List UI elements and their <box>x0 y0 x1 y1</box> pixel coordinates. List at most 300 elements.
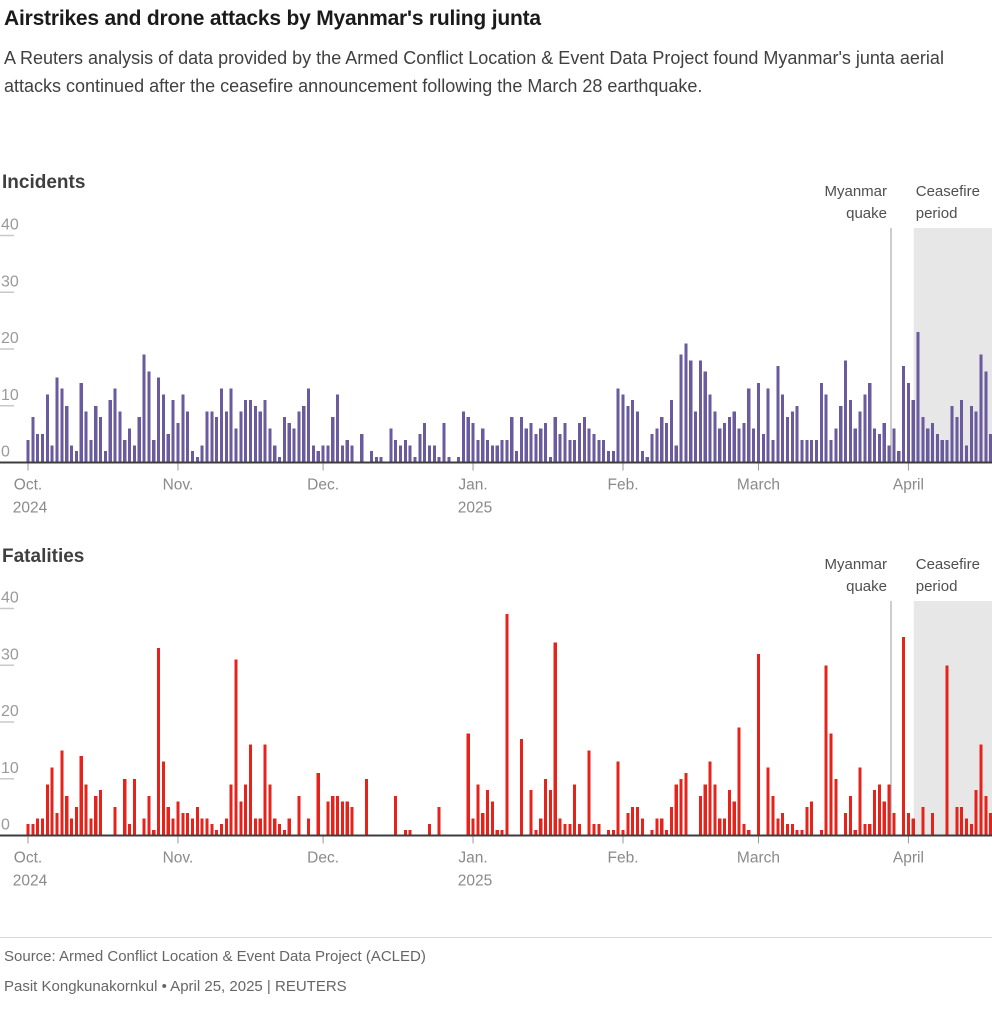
bar <box>399 445 402 462</box>
bar <box>278 824 281 835</box>
ceasefire-annotation-label: Ceasefire <box>915 183 980 200</box>
bar <box>844 813 847 836</box>
bar <box>544 423 547 463</box>
bar <box>631 807 634 835</box>
bar <box>863 824 866 835</box>
bar <box>501 440 504 463</box>
bar <box>476 784 479 835</box>
bar <box>322 445 325 462</box>
bar <box>481 428 484 462</box>
bar <box>263 745 266 836</box>
y-tick-label: 40 <box>1 216 19 234</box>
x-tick-label: Jan. <box>458 476 488 494</box>
bar <box>946 665 949 835</box>
bar <box>602 440 605 463</box>
bar <box>307 818 310 835</box>
bar <box>767 767 770 835</box>
bar <box>467 733 470 835</box>
bar <box>259 818 262 835</box>
bar <box>85 784 88 835</box>
bar <box>578 423 581 463</box>
bar <box>786 417 789 462</box>
bar <box>680 355 683 463</box>
fatalities-bar-chart <box>0 543 992 895</box>
bar <box>486 790 489 835</box>
bar <box>984 796 987 836</box>
bar <box>863 394 866 462</box>
bar <box>60 389 63 463</box>
bar <box>94 406 97 463</box>
bar <box>210 824 213 835</box>
bar <box>143 355 146 463</box>
x-tick-label: Oct. <box>13 476 43 494</box>
bar <box>205 818 208 835</box>
bar <box>80 756 83 835</box>
bar <box>114 807 117 835</box>
bar <box>844 360 847 462</box>
bar <box>288 818 291 835</box>
bar <box>99 790 102 835</box>
bar <box>89 440 92 463</box>
quake-annotation-label: Myanmar <box>824 183 888 200</box>
bar <box>234 660 237 836</box>
bar <box>520 739 523 835</box>
bar <box>892 813 895 836</box>
bar <box>675 445 678 462</box>
bar <box>331 796 334 836</box>
bar <box>176 801 179 835</box>
x-tick-label: Oct. <box>13 849 43 867</box>
bar <box>167 807 170 835</box>
y-tick-label: 0 <box>1 443 10 461</box>
bar <box>152 440 155 463</box>
bar <box>776 818 779 835</box>
bar <box>859 411 862 462</box>
ceasefire-annotation-label: period <box>915 205 958 222</box>
bar <box>128 428 131 462</box>
bar <box>573 440 576 463</box>
bar <box>757 654 760 836</box>
source-note: Source: Armed Conflict Location & Event Data Project (ACLED) <box>4 948 426 965</box>
bar <box>738 728 741 836</box>
quake-annotation-label: quake <box>846 205 888 222</box>
bar <box>249 400 252 462</box>
bar <box>428 824 431 835</box>
bar <box>65 796 68 836</box>
bar <box>191 818 194 835</box>
bar <box>946 440 949 463</box>
bar <box>829 733 832 835</box>
page-subtitle: A Reuters analysis of data provided by the Armed Conflict Location & Event Data Project found Myanmar's junta aerial attacks continued after the ceasefire announcement following the March 28 earthquake. <box>4 48 944 97</box>
bar <box>650 434 653 462</box>
bar <box>520 417 523 462</box>
bar <box>568 824 571 835</box>
incidents-bar-chart <box>0 170 992 522</box>
bar <box>902 366 905 462</box>
bar <box>147 796 150 836</box>
bar <box>675 784 678 835</box>
bar <box>549 790 552 835</box>
bar <box>791 411 794 462</box>
bar <box>960 807 963 835</box>
y-tick-label: 10 <box>1 386 19 404</box>
bar <box>834 428 837 462</box>
bar <box>162 762 165 836</box>
bar <box>559 434 562 462</box>
bar <box>588 750 591 835</box>
bar <box>312 445 315 462</box>
bar <box>733 411 736 462</box>
bar <box>917 332 920 463</box>
bar <box>655 428 658 462</box>
bar <box>510 417 513 462</box>
bar <box>46 394 49 462</box>
bar <box>326 445 329 462</box>
bar <box>65 406 68 463</box>
bar <box>592 434 595 462</box>
bar <box>854 428 857 462</box>
bar <box>60 750 63 835</box>
bar <box>326 801 329 835</box>
bar <box>515 451 518 462</box>
x-tick-label: Dec. <box>307 849 340 867</box>
bar <box>244 400 247 462</box>
bar <box>829 440 832 463</box>
bar <box>109 400 112 462</box>
bar <box>563 824 566 835</box>
bar <box>733 801 736 835</box>
bar <box>984 372 987 463</box>
bar <box>530 790 533 835</box>
incidents-chart-title: Incidents <box>2 172 86 193</box>
page-title: Airstrikes and drone attacks by Myanmar's ruling junta <box>4 7 541 30</box>
x-tick-year-label: 2025 <box>457 872 493 890</box>
bar <box>781 813 784 836</box>
bar <box>114 389 117 463</box>
bar <box>351 807 354 835</box>
x-tick-label: Feb. <box>607 849 639 867</box>
bar <box>752 428 755 462</box>
bar <box>684 773 687 835</box>
bar <box>297 796 300 836</box>
bar <box>239 411 242 462</box>
bar <box>941 440 944 463</box>
bar <box>283 417 286 462</box>
bar <box>612 451 615 462</box>
bar <box>641 451 644 462</box>
bar <box>181 394 184 462</box>
bar <box>254 406 257 463</box>
x-tick-label: April <box>892 849 924 867</box>
bar <box>302 406 305 463</box>
bar <box>970 824 973 835</box>
bar <box>273 818 276 835</box>
bar <box>351 445 354 462</box>
bar <box>791 824 794 835</box>
bar <box>786 824 789 835</box>
bar <box>950 406 953 463</box>
bar <box>259 411 262 462</box>
bar <box>46 784 49 835</box>
bar <box>486 440 489 463</box>
bar <box>75 807 78 835</box>
bar <box>626 406 629 463</box>
bar <box>404 440 407 463</box>
bar <box>738 428 741 462</box>
bar <box>55 813 58 836</box>
bar <box>394 440 397 463</box>
bar <box>346 440 349 463</box>
bar <box>626 813 629 836</box>
bar <box>51 445 54 462</box>
bar <box>157 648 160 835</box>
bar <box>578 824 581 835</box>
annotations <box>824 183 979 222</box>
x-tick-label: April <box>892 476 924 494</box>
bar <box>767 389 770 463</box>
bar <box>704 784 707 835</box>
bar <box>907 383 910 462</box>
bar <box>636 807 639 835</box>
bar <box>757 383 760 462</box>
bar <box>365 779 368 836</box>
bar <box>868 824 871 835</box>
bar <box>694 411 697 462</box>
x-tick-label: March <box>736 476 781 494</box>
bar <box>883 801 886 835</box>
bar <box>742 423 745 463</box>
bar <box>423 423 426 463</box>
bar <box>472 423 475 463</box>
bar <box>805 807 808 835</box>
bar <box>394 796 397 836</box>
bar <box>438 807 441 835</box>
y-tick-label: 20 <box>1 330 19 347</box>
bar <box>268 428 271 462</box>
bar <box>491 445 494 462</box>
bar <box>699 796 702 836</box>
bar <box>723 818 726 835</box>
bar <box>800 440 803 463</box>
bar <box>133 779 136 836</box>
bar <box>859 767 862 835</box>
x-tick-label: Jan. <box>458 849 488 867</box>
bar <box>157 377 160 462</box>
bar <box>888 784 891 835</box>
y-axis <box>0 590 19 834</box>
bar <box>873 790 876 835</box>
y-tick-label: 10 <box>1 759 19 777</box>
bar <box>263 400 266 462</box>
bar <box>31 417 34 462</box>
bar <box>960 400 963 462</box>
bar <box>75 451 78 462</box>
bar <box>723 423 726 463</box>
bar <box>684 343 687 462</box>
bar <box>849 796 852 836</box>
bar <box>525 428 528 462</box>
bar <box>825 665 828 835</box>
bar <box>167 434 170 462</box>
bar <box>641 818 644 835</box>
fatalities-chart-title: Fatalities <box>2 546 85 567</box>
bar <box>186 411 189 462</box>
bar <box>317 451 320 462</box>
bar <box>225 818 228 835</box>
bar <box>162 394 165 462</box>
bar <box>747 389 750 463</box>
bar <box>31 824 34 835</box>
y-axis <box>0 217 19 461</box>
bar <box>825 394 828 462</box>
bar <box>55 377 58 462</box>
bar <box>467 417 470 462</box>
bar <box>418 434 421 462</box>
bar <box>433 445 436 462</box>
bar <box>360 434 363 462</box>
bar <box>118 411 121 462</box>
bar <box>336 796 339 836</box>
bar <box>776 366 779 462</box>
bar <box>660 818 663 835</box>
bars-group <box>26 332 992 463</box>
bar <box>307 389 310 463</box>
bar <box>273 445 276 462</box>
bar <box>902 637 905 836</box>
byline: Pasit Kongkunakornkul • April 25, 2025 | REUTERS <box>4 978 347 995</box>
bar <box>878 784 881 835</box>
bar <box>196 807 199 835</box>
bar <box>341 445 344 462</box>
bar <box>709 394 712 462</box>
bar <box>481 813 484 836</box>
bar <box>544 779 547 836</box>
bar <box>51 767 54 835</box>
bar <box>462 411 465 462</box>
bar <box>597 824 600 835</box>
bar <box>607 451 610 462</box>
bar <box>762 434 765 462</box>
bar <box>539 428 542 462</box>
bar <box>907 813 910 836</box>
bar <box>389 428 392 462</box>
bar <box>781 394 784 462</box>
bar <box>796 406 799 463</box>
bar <box>805 440 808 463</box>
bar <box>254 818 257 835</box>
bar <box>670 400 673 462</box>
bar <box>428 445 431 462</box>
bar <box>89 818 92 835</box>
bar <box>820 383 823 462</box>
bar <box>143 818 146 835</box>
bar <box>172 818 175 835</box>
bar <box>239 801 242 835</box>
bar <box>476 440 479 463</box>
bar <box>559 818 562 835</box>
bar <box>771 796 774 836</box>
bar <box>317 773 320 835</box>
bar <box>699 360 702 462</box>
bar <box>534 434 537 462</box>
bar <box>815 440 818 463</box>
bar <box>704 372 707 463</box>
bar <box>249 745 252 836</box>
bar <box>201 445 204 462</box>
bar <box>530 423 533 463</box>
bar <box>713 784 716 835</box>
bar <box>975 411 978 462</box>
y-tick-label: 20 <box>1 703 19 720</box>
bar <box>331 417 334 462</box>
bar <box>230 389 233 463</box>
y-tick-label: 30 <box>1 273 19 291</box>
bar <box>810 440 813 463</box>
bar <box>99 417 102 462</box>
bar <box>975 790 978 835</box>
y-tick-label: 40 <box>1 589 19 607</box>
bar <box>128 824 131 835</box>
footer-divider <box>0 937 992 938</box>
bar <box>41 434 44 462</box>
bar <box>409 445 412 462</box>
bar <box>268 784 271 835</box>
bar <box>713 411 716 462</box>
bar <box>26 824 29 835</box>
x-tick-label: March <box>736 849 781 867</box>
bar <box>921 807 924 835</box>
bar <box>636 411 639 462</box>
x-axis <box>13 464 924 517</box>
bar <box>505 440 508 463</box>
bar <box>186 813 189 836</box>
bar <box>138 417 141 462</box>
bar <box>718 428 721 462</box>
bar <box>210 411 213 462</box>
bar <box>926 428 929 462</box>
bar <box>810 801 813 835</box>
x-tick-label: Feb. <box>607 476 639 494</box>
bar <box>370 451 373 462</box>
ceasefire-annotation-label: Ceasefire <box>915 556 980 573</box>
x-tick-label: Dec. <box>307 476 340 494</box>
bar <box>670 807 673 835</box>
ceasefire-annotation-label: period <box>915 578 958 595</box>
bar <box>554 643 557 836</box>
bar <box>592 824 595 835</box>
bar <box>897 451 900 462</box>
bar <box>680 779 683 836</box>
bar <box>583 417 586 462</box>
bar <box>955 417 958 462</box>
bar <box>931 423 934 463</box>
x-tick-label: Nov. <box>162 849 194 867</box>
bar <box>912 818 915 835</box>
bar <box>839 406 842 463</box>
bar <box>883 423 886 463</box>
bar <box>123 440 126 463</box>
quake-annotation-label: Myanmar <box>824 556 888 573</box>
bar <box>104 451 107 462</box>
bar <box>728 417 731 462</box>
bar <box>133 445 136 462</box>
bar <box>225 411 228 462</box>
bar <box>341 801 344 835</box>
bar <box>346 801 349 835</box>
bar <box>215 417 218 462</box>
bar <box>621 394 624 462</box>
quake-annotation-label: quake <box>846 578 888 595</box>
